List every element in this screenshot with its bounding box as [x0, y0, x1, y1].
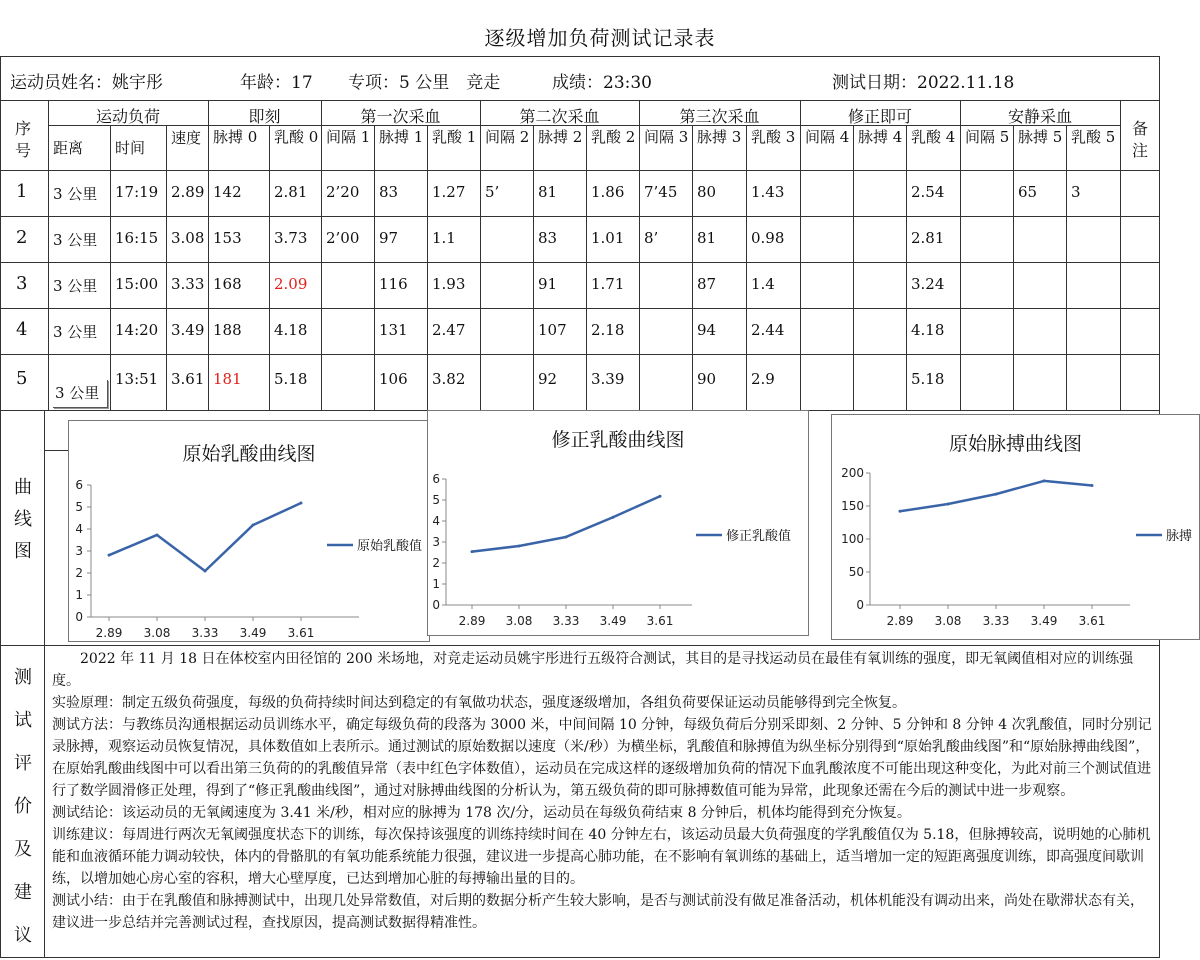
- data-point: [565, 535, 568, 538]
- evaluation-text: [52, 648, 1156, 934]
- data-point: [252, 524, 255, 527]
- y-tick-label: 0: [75, 610, 83, 624]
- table-cell: 0.98: [751, 229, 785, 247]
- table-cell: 116: [379, 275, 408, 293]
- table-cell: 181: [213, 370, 242, 388]
- x-tick-label: 3.49: [239, 626, 267, 640]
- subheader-cell: 间隔 3: [644, 128, 689, 146]
- table-cell: 3.33: [171, 275, 205, 293]
- table-cell: 2.47: [432, 321, 466, 339]
- table-rule: [0, 100, 1160, 101]
- subheader-cell: 间隔 5: [965, 128, 1010, 146]
- table-cell: 83: [538, 229, 558, 247]
- table-cell: 3.24: [911, 275, 945, 293]
- x-tick-label: 3.61: [287, 626, 315, 640]
- header-immediate: 即刻: [248, 107, 281, 126]
- y-tick-label: 6: [432, 472, 440, 486]
- table-cell: 107: [538, 321, 567, 339]
- subheader-cell: 乳酸 5: [1071, 128, 1116, 146]
- table-cell: 87: [697, 275, 717, 293]
- table-cell: 3.73: [274, 229, 308, 247]
- table-cell: 3.61: [171, 370, 205, 388]
- data-point: [300, 502, 303, 505]
- y-tick-label: 4: [432, 514, 440, 528]
- subheader-cell: 脉搏 0: [213, 128, 258, 146]
- table-cell: 83: [379, 183, 399, 201]
- legend-label: 原始乳酸值: [357, 539, 423, 554]
- subheader-cell: 间隔 4: [805, 128, 850, 146]
- table-rule: [0, 308, 1160, 309]
- table-cell: 92: [538, 370, 558, 388]
- table-cell: 153: [213, 229, 242, 247]
- data-point: [612, 516, 615, 519]
- header-blood-1: 第一次采血: [360, 107, 441, 126]
- table-cell: 3.82: [432, 370, 466, 388]
- table-cell: 7’45: [644, 183, 678, 201]
- subheader-cell: 乳酸 1: [432, 128, 477, 146]
- table-cell: 2.81: [911, 229, 945, 247]
- table-cell: 2.81: [274, 183, 308, 201]
- table-rule: [0, 354, 1160, 355]
- table-cell: 5.18: [274, 370, 308, 388]
- test-date: 测试日期：2022.11.18: [832, 73, 1015, 93]
- table-cell: 5’: [485, 183, 500, 201]
- subheader-cell: 脉搏 5: [1018, 128, 1063, 146]
- row-seq: 4: [16, 319, 28, 340]
- series-line: [900, 481, 1092, 511]
- subheader-cell: 距离: [53, 139, 84, 157]
- table-cell: 3.08: [171, 229, 205, 247]
- table-rule: [692, 125, 693, 410]
- y-tick-label: 100: [841, 532, 864, 546]
- table-cell: 4.18: [274, 321, 308, 339]
- header-rest: 安静采血: [1007, 107, 1072, 126]
- table-cell: 8’: [644, 229, 659, 247]
- subheader-cell: 间隔 1: [326, 128, 371, 146]
- y-tick-label: 3: [432, 535, 440, 549]
- y-tick-label: 0: [432, 598, 440, 612]
- y-tick-label: 1: [75, 588, 83, 602]
- subheader-cell: 间隔 2: [485, 128, 530, 146]
- table-rule: [533, 125, 534, 410]
- header-corrected: 修正即可: [847, 107, 912, 126]
- table-cell: 97: [379, 229, 399, 247]
- data-point: [899, 510, 902, 513]
- table-cell: 2.9: [751, 370, 775, 388]
- row-seq: 3: [16, 273, 28, 294]
- row-seq: 1: [16, 181, 28, 202]
- x-tick-label: 3.33: [982, 614, 1010, 628]
- header-blood-3: 第三次采血: [679, 107, 760, 126]
- table-cell: 3 公里: [53, 380, 108, 408]
- table-cell: 168: [213, 275, 242, 293]
- table-cell: 2.89: [171, 183, 205, 201]
- x-tick-label: 3.08: [143, 626, 171, 640]
- page-title: 逐级增加负荷测试记录表: [484, 26, 716, 50]
- table-cell: 1.86: [591, 183, 625, 201]
- table-cell: 3: [1071, 183, 1081, 201]
- table-cell: 1.43: [751, 183, 785, 201]
- table-cell: 3 公里: [53, 231, 98, 249]
- eval-paragraph-conclusion: 测试结论：该运动员的无氧阈速度为 3.41 米/秒，相对应的脉搏为 178 次/分，运动员在每级负荷结束 8 分钟后，机体均能得到充分恢复。: [52, 805, 911, 821]
- table-cell: 1.27: [432, 183, 466, 201]
- y-tick-label: 6: [75, 478, 83, 492]
- subheader-cell: 乳酸 3: [751, 128, 796, 146]
- subheader-cell: 时间: [115, 139, 146, 157]
- eval-paragraph-suggestion: 训练建议：每周进行两次无氧阈强度状态下的训练，每次保持该强度的训练持续时间在 40 分钟左右，该运动员最大负荷强度的学乳酸值仅为 5.18，但脉搏较高，说明她的心肺机能和血液循环能力调动较快，体内的骨骼肌的有氧功能系统能力很强，建议进一步提高心肺功能，在不影响有氧训练的基础上，适当增加一定的短距离强度训练，即高强度间歇训练，以增加她心房心室的容积，增大心壁厚度，已达到增加心脏的每搏输出量的目的。: [52, 827, 1151, 887]
- table-cell: 1.01: [591, 229, 625, 247]
- eval-paragraph-intro: 2022 年 11 月 18 日在体校室内田径馆的 200 米场地，对竞走运动员姚宇彤进行五级符合测试，其目的是寻找运动员在最佳有氧训练的强度，即无氧阈值相对应的训练强度。: [52, 651, 1134, 689]
- legend-label: 修正乳酸值: [726, 529, 792, 544]
- eval-paragraph-method: 测试方法：与教练员沟通根据运动员训练水平，确定每级负荷的段落为 3000 米，中间间隔 10 分钟，每级负荷后分别采即刻、2 分钟、5 分钟和 8 分钟 4 次乳酸值，同时分别记录脉搏，观察运动员恢复情况，具体数值如上表所示。通过测试的原始数据以速度（米/秒）为横坐标，乳酸值和脉搏值为纵坐标分别得到“原始乳酸曲线图”和“原始脉搏曲线图”，在原始乳酸曲线图中可以看出第三负荷的的乳酸值异常（表中红色字体数值），运动员在完成这样的逐级增加负荷的情况下血乳酸浓度不可能出现这种变化，为此对前三个测试值进行了数学圆滑修正处理，得到了“修正乳酸曲线图”，通过对脉搏曲线图的分析认为，第五级负荷的即可脉搏数值可能为异常，此现象还需在今后的测试中进一步观察。: [52, 717, 1152, 799]
- y-tick-label: 200: [841, 466, 864, 480]
- evaluation-section-label: 测试评价及建议: [14, 667, 32, 946]
- chart-corrected-lactate-plot: [428, 411, 810, 637]
- table-rule: [960, 100, 961, 410]
- row-seq: 5: [16, 368, 28, 389]
- header-remark: 备注: [1132, 119, 1149, 160]
- y-tick-label: 2: [75, 566, 83, 580]
- table-rule: [1013, 125, 1014, 410]
- subheader-cell: 脉搏 3: [697, 128, 742, 146]
- y-tick-label: 3: [75, 544, 83, 558]
- data-point: [471, 550, 474, 553]
- table-rule: [0, 262, 1160, 263]
- data-point: [204, 570, 207, 573]
- x-tick-label: 3.08: [505, 614, 533, 628]
- table-cell: 1.4: [751, 275, 775, 293]
- table-cell: 13:51: [115, 370, 159, 388]
- legend-label: 脉搏: [1166, 529, 1193, 544]
- table-rule: [639, 100, 640, 410]
- table-cell: 3 公里: [53, 323, 98, 341]
- table-cell: 90: [697, 370, 717, 388]
- eval-paragraph-summary: 测试小结：由于在乳酸值和脉搏测试中，出现几处异常数值，对后期的数据分析产生较大影响，是否与测试前没有做足准备活动，机体机能没有调动出来，尚处在歇滞状态有关，建议进一步总结并完善测试过程，查找原因，提高测试数据得精准性。: [52, 893, 1144, 931]
- table-cell: 5.18: [911, 370, 945, 388]
- row-seq: 2: [16, 227, 28, 248]
- table-rule: [1120, 100, 1121, 410]
- table-rule: [853, 125, 854, 410]
- subheader-cell: 脉搏 2: [538, 128, 583, 146]
- athlete-event: 专项：5 公里 竞走: [348, 73, 501, 93]
- table-cell: 14:20: [115, 321, 159, 339]
- y-tick-label: 5: [432, 493, 440, 507]
- table-rule: [48, 100, 49, 410]
- table-cell: 3.49: [171, 321, 205, 339]
- table-cell: 2.54: [911, 183, 945, 201]
- y-tick-label: 4: [75, 522, 83, 536]
- subheader-cell: 速度: [171, 129, 202, 147]
- y-tick-label: 5: [75, 500, 83, 514]
- table-cell: 94: [697, 321, 717, 339]
- table-cell: 91: [538, 275, 558, 293]
- y-tick-label: 150: [841, 499, 864, 513]
- table-cell: 2.44: [751, 321, 785, 339]
- table-rule: [269, 125, 270, 410]
- table-cell: 2.09: [274, 275, 308, 293]
- series-line: [472, 496, 660, 551]
- x-tick-label: 3.61: [646, 614, 674, 628]
- y-tick-label: 50: [848, 565, 864, 579]
- x-tick-label: 2.89: [458, 614, 486, 628]
- table-rule: [0, 170, 1160, 171]
- table-rule: [0, 216, 1160, 217]
- athlete-age: 年龄：17: [240, 73, 313, 93]
- y-tick-label: 1: [432, 577, 440, 591]
- table-cell: 131: [379, 321, 408, 339]
- table-rule: [746, 125, 747, 410]
- series-line: [109, 503, 301, 571]
- table-cell: 81: [538, 183, 558, 201]
- table-cell: 65: [1018, 183, 1038, 201]
- table-rule: [480, 100, 481, 410]
- table-cell: 1.93: [432, 275, 466, 293]
- y-tick-label: 2: [432, 556, 440, 570]
- table-rule: [321, 100, 322, 410]
- table-cell: 188: [213, 321, 242, 339]
- table-cell: 142: [213, 183, 242, 201]
- table-cell: 81: [697, 229, 717, 247]
- table-cell: 1.1: [432, 229, 456, 247]
- x-tick-label: 3.08: [934, 614, 962, 628]
- data-point: [659, 495, 662, 498]
- table-rule: [166, 125, 167, 410]
- table-rule: [586, 125, 587, 410]
- x-tick-label: 2.89: [95, 626, 123, 640]
- table-rule: [906, 125, 907, 410]
- table-cell: 80: [697, 183, 717, 201]
- table-rule: [374, 125, 375, 410]
- table-cell: 3 公里: [53, 277, 98, 295]
- table-rule: [110, 125, 111, 410]
- table-cell: 15:00: [115, 275, 159, 293]
- chart-corrected-lactate: [427, 410, 809, 636]
- subheader-cell: 脉搏 1: [379, 128, 424, 146]
- athlete-result: 成绩：23:30: [552, 73, 652, 93]
- data-point: [156, 533, 159, 536]
- x-tick-label: 3.49: [1030, 614, 1058, 628]
- subheader-cell: 乳酸 2: [591, 128, 636, 146]
- data-point: [518, 544, 521, 547]
- subheader-cell: 乳酸 4: [911, 128, 956, 146]
- table-rule: [800, 100, 801, 410]
- table-rule: [1066, 125, 1067, 410]
- x-tick-label: 3.33: [552, 614, 580, 628]
- chart-raw-lactate-title: 原始乳酸曲线图: [182, 443, 316, 465]
- table-cell: 4.18: [911, 321, 945, 339]
- data-point: [947, 503, 950, 506]
- x-tick-label: 3.49: [599, 614, 627, 628]
- curve-section-label: 曲线图: [14, 477, 32, 562]
- chart-corrected-lactate-title: 修正乳酸曲线图: [551, 429, 685, 451]
- chart-raw-pulse-plot: [832, 415, 1200, 641]
- x-tick-label: 3.61: [1078, 614, 1106, 628]
- table-cell: 3.39: [591, 370, 625, 388]
- table-cell: 1.71: [591, 275, 625, 293]
- table-cell: 16:15: [115, 229, 159, 247]
- header-blood-2: 第二次采血: [519, 107, 600, 126]
- table-rule: [208, 100, 209, 410]
- chart-raw-lactate: [68, 420, 430, 642]
- subheader-cell: 乳酸 0: [274, 128, 319, 146]
- data-point: [995, 493, 998, 496]
- x-tick-label: 3.33: [191, 626, 219, 640]
- chart-raw-pulse-title: 原始脉搏曲线图: [948, 433, 1082, 455]
- header-load: 运动负荷: [95, 107, 160, 126]
- table-rule: [0, 645, 1160, 646]
- table-cell: 17:19: [115, 183, 159, 201]
- eval-paragraph-principle: 实验原理：制定五级负荷强度，每级的负荷持续时间达到稳定的有氧做功状态，强度逐级增加，各组负荷要保证运动员能够得到完全恢复。: [52, 695, 906, 711]
- data-point: [108, 554, 111, 557]
- table-cell: 3 公里: [53, 185, 98, 203]
- header-seq: 序号: [15, 119, 32, 160]
- table-rule: [427, 125, 428, 410]
- data-point: [1043, 479, 1046, 482]
- athlete-name: 运动员姓名：姚宇彤: [10, 73, 163, 93]
- x-tick-label: 2.89: [886, 614, 914, 628]
- chart-raw-pulse: [831, 414, 1200, 640]
- table-cell: 106: [379, 370, 408, 388]
- y-tick-label: 0: [856, 598, 864, 612]
- table-cell: 2’20: [326, 183, 360, 201]
- subheader-cell: 脉搏 4: [858, 128, 903, 146]
- table-cell: 2’00: [326, 229, 360, 247]
- data-point: [1091, 484, 1094, 487]
- chart-raw-lactate-plot: [69, 421, 431, 643]
- table-cell: 2.18: [591, 321, 625, 339]
